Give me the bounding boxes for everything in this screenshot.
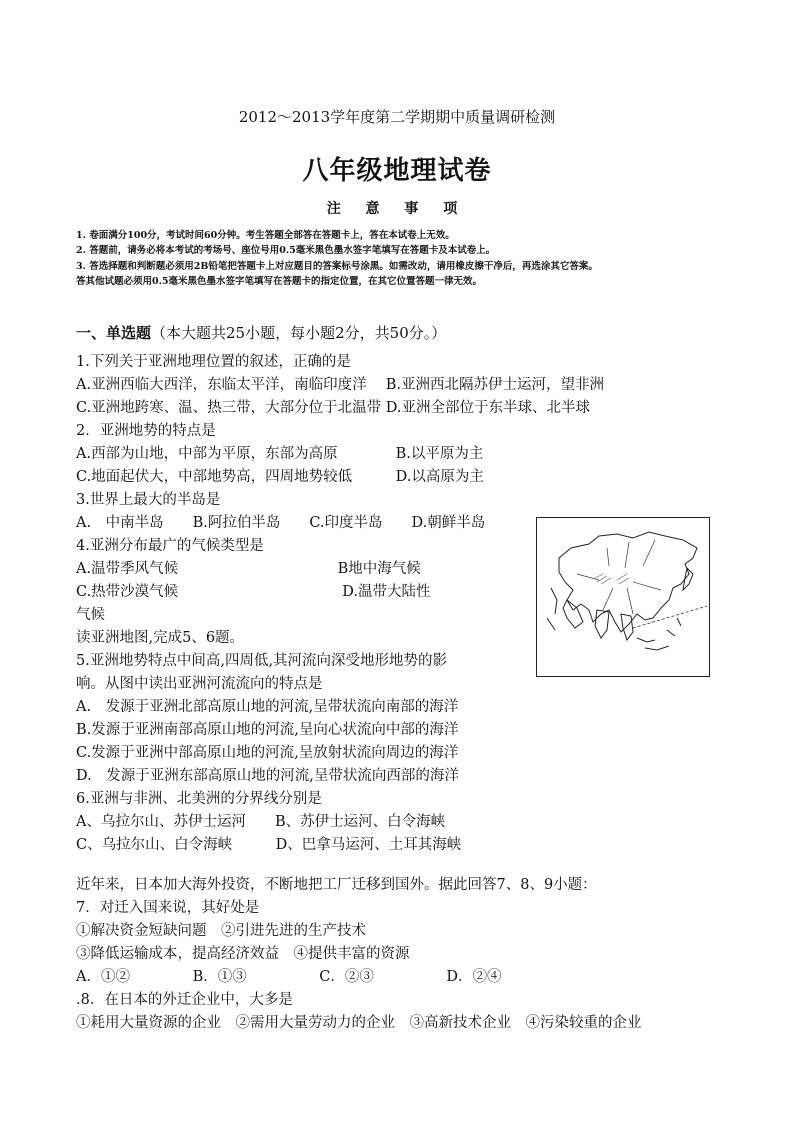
answer-option: A.温带季风气候 B地中海气候 — [76, 561, 421, 577]
notice-heading: 注 意 事 项 — [326, 201, 468, 217]
answer-option: A.西部为山地，中部为平原，东部为高原 B.以平原为主 — [76, 446, 484, 462]
answer-option: B.发源于亚洲南部高原山地的河流,呈向心状流向中部的海洋 — [76, 722, 459, 738]
answer-option: A. 中南半岛 B.阿拉伯半岛 C.印度半岛 D.朝鲜半岛 — [76, 515, 486, 531]
notice-item: 3. 答选择题和判断题必须用2B铅笔把答题卡上对应题目的答案标号涂黑。如需改动，请用橡皮擦干净后，再选涂其它答案。 — [76, 261, 598, 272]
notice-item: 2. 答题前，请务必将本考试的考场号、座位号用0.5毫米黑色墨水签字笔填写在答题卡及本试卷上。 — [76, 245, 496, 256]
west-coast-lines — [547, 588, 557, 630]
southeast-islands — [637, 618, 681, 650]
answer-option: 气候 — [76, 607, 105, 623]
asia-map-drawing — [537, 518, 709, 676]
exam-title: 八年级地理试卷 — [302, 156, 492, 186]
section-desc: （本大题共25小题，每小题2分，共50分。） — [151, 324, 447, 342]
answer-option: ①解决资金短缺问题 ②引进先进的生产技术 — [76, 923, 366, 939]
answer-option: C、乌拉尔山、白令海峡 D、巴拿马运河、土耳其海峡 — [76, 837, 462, 853]
answer-option: C.地面起伏大，中部地势高，四周地势较低 D.以高原为主 — [76, 469, 484, 485]
question-stem: .8．在日本的外迁企业中，大多是 — [76, 992, 293, 1008]
question-stem: 6.亚洲与非洲、北美洲的分界线分别是 — [76, 791, 322, 807]
indian-peninsula — [595, 610, 609, 638]
notice-item: 答其他试题必须用0.5毫米黑色墨水签字笔填写在答题卡的指定位置，在其它位置答题一律无效。 — [76, 276, 483, 287]
answer-option: ③降低运输成本，提高经济效益 ④提供丰富的资源 — [76, 946, 410, 962]
passage-intro: 近年来，日本加大海外投资，不断地把工厂迁移到国外。据此回答7、8、9小题： — [76, 877, 597, 893]
indochina-peninsula — [621, 614, 633, 640]
question-stem: 3.世界上最大的半岛是 — [76, 492, 221, 508]
answer-option: A.亚洲西临大西洋，东临太平洋，南临印度洋 B.亚洲西北隔苏伊士运河，望非洲 — [76, 377, 604, 393]
highland-hatching — [595, 574, 629, 584]
question-stem: 2．亚洲地势的特点是 — [76, 423, 216, 439]
answer-option: A. 发源于亚洲北部高原山地的河流,呈带状流向南部的海洋 — [76, 699, 459, 715]
question-stem: 4.亚洲分布最广的气候类型是 — [76, 538, 264, 554]
exam-subtitle: 2012～2013学年度第二学期期中质量调研检测 — [238, 108, 556, 126]
answer-option: C.热带沙漠气候 D.温带大陆性 — [76, 584, 431, 600]
answer-option: A、乌拉尔山、苏伊士运河 B、苏伊士运河、白令海峡 — [76, 814, 446, 830]
question-stem: 7．对迁入国来说，其好处是 — [76, 900, 260, 916]
answer-option: A．①② B．①③ C．②③ D．②④ — [76, 969, 502, 985]
answer-option: C.发源于亚洲中部高原山地的河流,呈放射状流向周边的海洋 — [76, 745, 459, 761]
answer-option: D. 发源于亚洲东部高原山地的河流,呈带状流向西部的海洋 — [76, 768, 459, 784]
rivers — [577, 540, 661, 614]
dashed-boundary — [633, 606, 707, 628]
section-title: 一、单选题 — [76, 324, 152, 342]
answer-option: ①耗用大量资源的企业 ②需用大量劳动力的企业 ③高新技术企业 ④污染较重的企业 — [76, 1015, 642, 1031]
question-stem: 响。从图中读出亚洲河流流向的特点是 — [76, 676, 323, 692]
question-stem: 1.下列关于亚洲地理位置的叙述，正确的是 — [76, 354, 351, 370]
section-heading — [76, 322, 446, 343]
question-stem: 5.亚洲地势特点中间高,四周低,其河流向深受地形地势的影 — [76, 653, 448, 669]
asia-map-figure — [536, 517, 710, 677]
answer-option: C.亚洲地跨寒、温、热三带，大部分位于北温带 D.亚洲全部位于东半球、北半球 — [76, 400, 591, 416]
notice-item: 1. 卷面满分100分，考试时间60分钟。考生答题全部答在答题卡上，答在本试卷上无效。 — [76, 230, 455, 241]
question-stem: 读亚洲地图,完成5、6题。 — [76, 630, 245, 646]
